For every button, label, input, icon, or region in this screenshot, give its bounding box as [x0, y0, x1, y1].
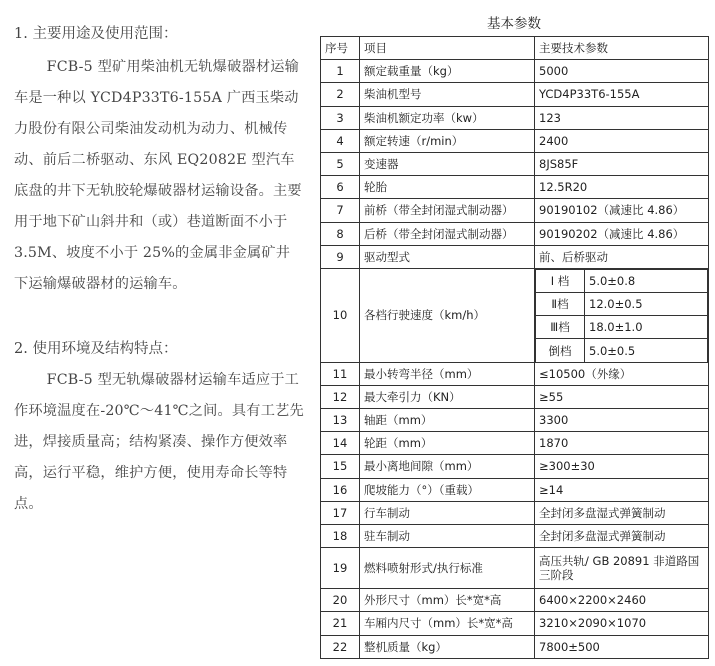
row-item: 额定转速（r/min）	[360, 129, 535, 152]
row-number: 17	[321, 501, 360, 524]
row-item: 燃料喷射形式/执行标准	[360, 548, 535, 589]
row-item: 后桥（带全封闭湿式制动器）	[360, 222, 535, 245]
section2-body: FCB-5 型无轨爆破器材运输车适应于工作环境温度在-20℃～41℃之间。具有工艺先进，焊接质量高；结构紧凑、操作方便效率高，运行平稳，维护方便，使用寿命长等特点。	[14, 372, 304, 512]
table-row	[321, 106, 709, 129]
table-row	[321, 245, 709, 268]
row-item: 整机质量（kg）	[360, 635, 535, 658]
row-value: ≥14	[535, 478, 709, 501]
table-row	[321, 524, 709, 547]
table-row	[321, 589, 709, 612]
row-item: 轮胎	[360, 176, 535, 199]
row-number: 12	[321, 385, 360, 408]
gear-label: 倒档	[536, 339, 585, 362]
row-number: 8	[321, 222, 360, 245]
gear-row	[536, 293, 708, 316]
gear-label: Ⅲ档	[536, 316, 585, 339]
parameters-panel	[320, 14, 708, 659]
table-row	[321, 176, 709, 199]
section2-title: 2. 使用环境及结构特点：	[14, 341, 178, 357]
table-row	[321, 501, 709, 524]
row-value: ≥300±30	[535, 455, 709, 478]
row-value: 全封闭多盘湿式弹簧制动	[535, 501, 709, 524]
table-row	[321, 83, 709, 106]
table-row	[321, 548, 709, 589]
row-value: 1870	[535, 432, 709, 455]
gear-speed-table	[535, 269, 708, 362]
table-row	[321, 362, 709, 385]
row-number: 21	[321, 612, 360, 635]
table-row	[321, 199, 709, 222]
gear-speed-value: 18.0±1.0	[585, 316, 708, 339]
gear-row	[536, 269, 708, 292]
row-item: 变速器	[360, 152, 535, 175]
row-value: ≥55	[535, 385, 709, 408]
row-value: YCD4P33T6-155A	[535, 83, 709, 106]
row-number: 7	[321, 199, 360, 222]
row-number: 13	[321, 409, 360, 432]
row-number: 3	[321, 106, 360, 129]
row-item: 爬坡能力（°）（重载）	[360, 478, 535, 501]
table-row	[321, 478, 709, 501]
gear-speed-value: 5.0±0.5	[585, 339, 708, 362]
section1-title: 1. 主要用途及使用范围：	[14, 26, 178, 42]
table-row	[321, 635, 709, 658]
header-no: 序号	[321, 37, 360, 60]
row-item: 柴油机型号	[360, 83, 535, 106]
table-caption: 基本参数	[487, 16, 541, 32]
row-number: 15	[321, 455, 360, 478]
table-row	[321, 409, 709, 432]
row-item: 最小转弯半径（mm）	[360, 362, 535, 385]
row-number: 22	[321, 635, 360, 658]
table-row	[321, 612, 709, 635]
table-row	[321, 455, 709, 478]
row-number: 19	[321, 548, 360, 589]
row-value: 12.5R20	[535, 176, 709, 199]
row-item: 最大牵引力（KN）	[360, 385, 535, 408]
table-header-row	[321, 37, 709, 60]
gear-row	[536, 316, 708, 339]
row-item: 柴油机额定功率（kw）	[360, 106, 535, 129]
gear-speed-value: 5.0±0.8	[585, 269, 708, 292]
row-number: 18	[321, 524, 360, 547]
row-item: 最小离地间隙（mm）	[360, 455, 535, 478]
row-item: 行车制动	[360, 501, 535, 524]
row-number: 2	[321, 83, 360, 106]
table-row	[321, 60, 709, 83]
header-value: 主要技术参数	[535, 37, 709, 60]
row-number: 11	[321, 362, 360, 385]
row-number: 14	[321, 432, 360, 455]
row-item: 轮距（mm）	[360, 432, 535, 455]
row-number: 1	[321, 60, 360, 83]
table-body	[321, 60, 709, 659]
row-item: 外形尺寸（mm）长*宽*高	[360, 589, 535, 612]
row-number: 16	[321, 478, 360, 501]
table-row	[321, 129, 709, 152]
row-value: 90190102（减速比 4.86）	[535, 199, 709, 222]
gear-label: Ⅱ档	[536, 293, 585, 316]
row-item: 驻车制动	[360, 524, 535, 547]
row-value: 7800±500	[535, 635, 709, 658]
row-value: 90190202（减速比 4.86）	[535, 222, 709, 245]
table-row	[321, 385, 709, 408]
row-value: 高压共轨/ GB 20891 非道路国三阶段	[535, 548, 709, 589]
row-item: 驱动型式	[360, 245, 535, 268]
gear-speed-value: 12.0±0.5	[585, 293, 708, 316]
row-number: 9	[321, 245, 360, 268]
table-row	[321, 432, 709, 455]
row-item: 额定载重量（kg）	[360, 60, 535, 83]
parameters-table	[320, 36, 709, 659]
row-number: 4	[321, 129, 360, 152]
row-item: 车厢内尺寸（mm）长*宽*高	[360, 612, 535, 635]
row-value: 3300	[535, 409, 709, 432]
row-value: ≤10500（外缘）	[535, 362, 709, 385]
gear-row	[536, 339, 708, 362]
row-value: 全封闭多盘湿式弹簧制动	[535, 524, 709, 547]
row-value: 123	[535, 106, 709, 129]
section1-body: FCB-5 型矿用柴油机无轨爆破器材运输车是一种以 YCD4P33T6-155A 广西玉柴动力股份有限公司柴油发动机为动力、机械传动、前后二桥驱动、东风 EQ2082E 型汽车底盘的井下无轨胶轮爆破器材运输设备。主要用于地下矿山斜井和（或）巷道断面不小于 3.5M、坡度不小于 25%的金属非金属矿井下运输爆破器材的运输车。	[14, 59, 302, 292]
row-number: 10	[321, 268, 360, 362]
row-number: 6	[321, 176, 360, 199]
row-value: 前、后桥驱动	[535, 245, 709, 268]
header-item: 项目	[360, 37, 535, 60]
table-row	[321, 268, 709, 362]
row-value: 6400×2200×2460	[535, 589, 709, 612]
row-value: 3210×2090×1070	[535, 612, 709, 635]
row-number: 5	[321, 152, 360, 175]
gear-label: I 档	[536, 269, 585, 292]
row-value: 5000	[535, 60, 709, 83]
row-item: 各档行驶速度（km/h）	[360, 268, 535, 362]
row-number: 20	[321, 589, 360, 612]
table-row	[321, 222, 709, 245]
row-item: 轴距（mm）	[360, 409, 535, 432]
row-value: 2400	[535, 129, 709, 152]
table-row	[321, 152, 709, 175]
row-value: 8JS85F	[535, 152, 709, 175]
gear-speed-cell	[535, 268, 709, 362]
row-item: 前桥（带全封闭湿式制动器）	[360, 199, 535, 222]
